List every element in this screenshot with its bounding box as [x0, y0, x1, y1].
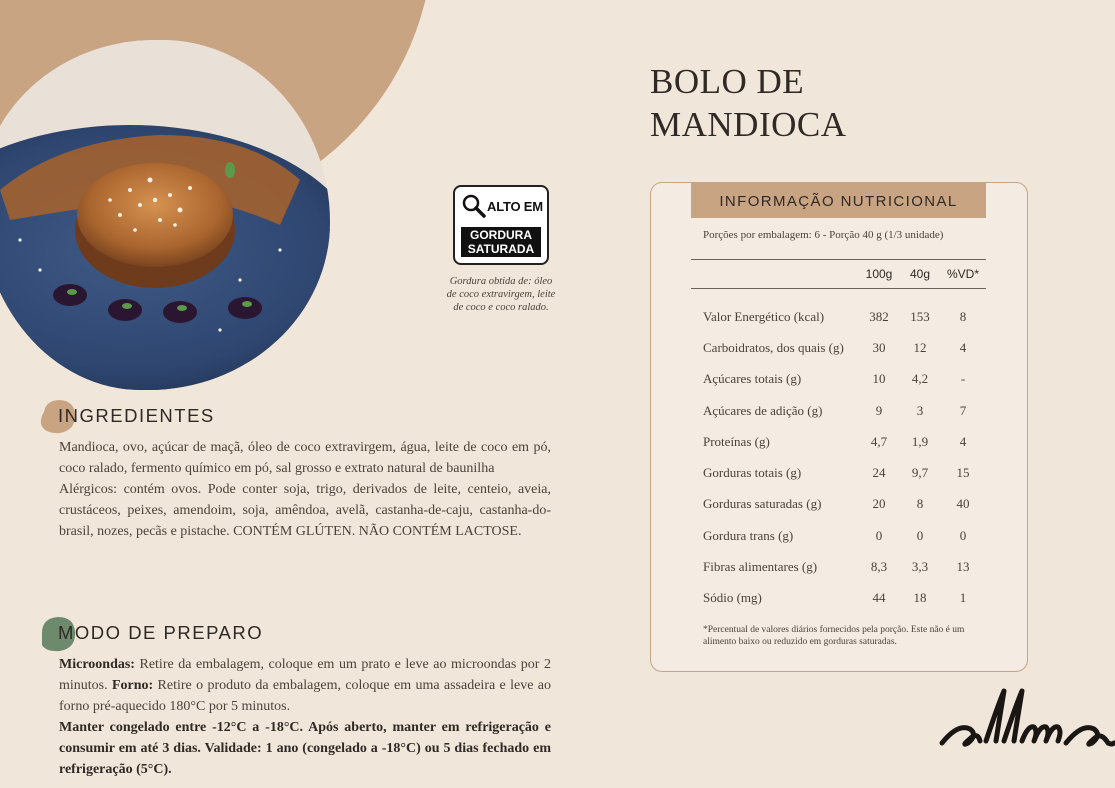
- preparation-body: [59, 654, 551, 780]
- seal-top-label: ALTO EM: [487, 199, 543, 214]
- value-40g: 4,2: [911, 371, 929, 387]
- product-title-line2: MANDIOCA: [650, 105, 847, 144]
- allergens-text: Alérgicos: contém ovos. Pode conter soja, trigo, derivados de leite, centeio, aveia, crustáceos, peixes, amendoim, soja, amêndoa, avelã, castanha-de-caju, castanha-do-brasil, nozes, pecãs e pistache. CONTÉM GLÚTEN. NÃO CONTÉM LACTOSE.: [59, 482, 551, 539]
- value-100g: 9: [875, 402, 883, 418]
- value-vd: 0: [959, 527, 967, 543]
- nutrition-row: [691, 301, 986, 332]
- nutrition-header-row: [691, 259, 986, 289]
- nutrient-label: Valor Energético (kcal): [703, 308, 825, 324]
- nutrition-row: [691, 426, 986, 457]
- microwave-text: Retire da embalagem, coloque em um prato e leve ao microondas por 2 minutos.: [59, 657, 551, 693]
- column-header-40g: 40g: [909, 267, 931, 281]
- value-vd: 13: [956, 559, 970, 575]
- nutrition-row: [691, 520, 986, 551]
- oven-text: Retire o produto da embalagem, coloque em uma assadeira e leve ao forno pré-aquecido 180°C por 5 minutos.: [59, 678, 551, 714]
- storage-text: Manter congelado entre -12°C a -18°C. Após aberto, manter em refrigeração e consumir em até 3 dias. Validade: 1 ano (congelado a -18°C) ou 5 dias fechado em refrigeração (5°C).: [59, 720, 551, 777]
- nutrient-label: Proteínas (g): [703, 433, 770, 449]
- value-40g: 12: [913, 339, 927, 355]
- product-title: [650, 60, 847, 146]
- nutrient-label: Carboidratos, dos quais (g): [703, 339, 844, 355]
- value-40g: 18: [913, 590, 927, 606]
- seal-box-line1: GORDURA: [470, 228, 532, 242]
- value-40g: 0: [916, 527, 924, 543]
- value-100g: 20: [872, 496, 886, 512]
- value-40g: 3,3: [911, 559, 929, 575]
- servings-info: Porções por embalagem: 6 - Porção 40 g (1/3 unidade): [703, 229, 944, 241]
- ingredients-text: Mandioca, ovo, açúcar de maçã, óleo de coco extravirgem, água, leite de coco em pó, coco ralado, fermento químico em pó, sal grosso e extrato natural de baunilha: [59, 440, 551, 476]
- value-vd: 8: [959, 308, 967, 324]
- nutrition-row: [691, 332, 986, 363]
- nutrient-label: Gordura trans (g): [703, 527, 794, 543]
- value-vd: 1: [959, 590, 967, 606]
- value-vd: 40: [956, 496, 970, 512]
- value-100g: 44: [872, 590, 886, 606]
- nutrition-row: [691, 364, 986, 395]
- value-100g: 10: [872, 371, 886, 387]
- value-vd: 4: [959, 339, 967, 355]
- value-vd: -: [960, 371, 966, 387]
- nutrient-label: Sódio (mg): [703, 590, 762, 606]
- nutrition-panel: [650, 182, 1028, 672]
- value-100g: 24: [872, 465, 886, 481]
- value-100g: 4,7: [870, 433, 888, 449]
- nutrient-label: Açúcares totais (g): [703, 371, 802, 387]
- ingredients-body: [59, 437, 551, 542]
- microwave-label: Microondas:: [59, 657, 135, 672]
- oven-label: Forno:: [107, 678, 154, 693]
- nutrition-rows: [691, 301, 986, 614]
- nutrition-row: [691, 489, 986, 520]
- preparation-instructions: [59, 654, 551, 717]
- nutrient-label: Gorduras totais (g): [703, 465, 802, 481]
- nutrient-label: Açúcares de adição (g): [703, 402, 823, 418]
- nutrition-row: [691, 551, 986, 582]
- high-saturated-fat-seal: [453, 185, 549, 265]
- seal-box: [461, 227, 541, 257]
- value-vd: 7: [959, 402, 967, 418]
- value-100g: 30: [872, 339, 886, 355]
- seal-box-line2: SATURADA: [467, 242, 535, 256]
- seal-note: Gordura obtida de: óleo de coco extravirgem, leite de coco e coco ralado.: [446, 276, 556, 313]
- nutrition-footnote: *Percentual de valores diários fornecidos pela porção. Este não é um alimento baixo ou reduzido em gorduras saturadas.: [703, 625, 965, 647]
- value-100g: 0: [875, 527, 883, 543]
- value-40g: 9,7: [911, 465, 929, 481]
- nutrition-title: INFORMAÇÃO NUTRICIONAL: [691, 183, 986, 218]
- value-40g: 3: [916, 402, 924, 418]
- nutrition-row: [691, 395, 986, 426]
- ingredients-title: INGREDIENTES: [58, 405, 215, 426]
- value-100g: 8,3: [870, 559, 888, 575]
- product-photo: [0, 40, 330, 390]
- value-40g: 8: [916, 496, 924, 512]
- nutrition-table: [691, 259, 986, 614]
- product-title-line1: BOLO DE: [650, 62, 805, 101]
- allma-logo: [938, 685, 1115, 755]
- magnifier-icon: [461, 193, 487, 219]
- value-100g: 382: [869, 308, 889, 324]
- nutrition-row: [691, 583, 986, 614]
- column-header-vd: %VD*: [946, 267, 979, 281]
- value-vd: 4: [959, 433, 967, 449]
- value-40g: 1,9: [911, 433, 929, 449]
- nutrition-row: [691, 457, 986, 488]
- value-40g: 153: [910, 308, 930, 324]
- preparation-title: MODO DE PREPARO: [58, 622, 264, 643]
- value-vd: 15: [956, 465, 970, 481]
- column-header-100g: 100g: [865, 267, 893, 281]
- nutrient-label: Fibras alimentares (g): [703, 559, 818, 575]
- nutrient-label: Gorduras saturadas (g): [703, 496, 822, 512]
